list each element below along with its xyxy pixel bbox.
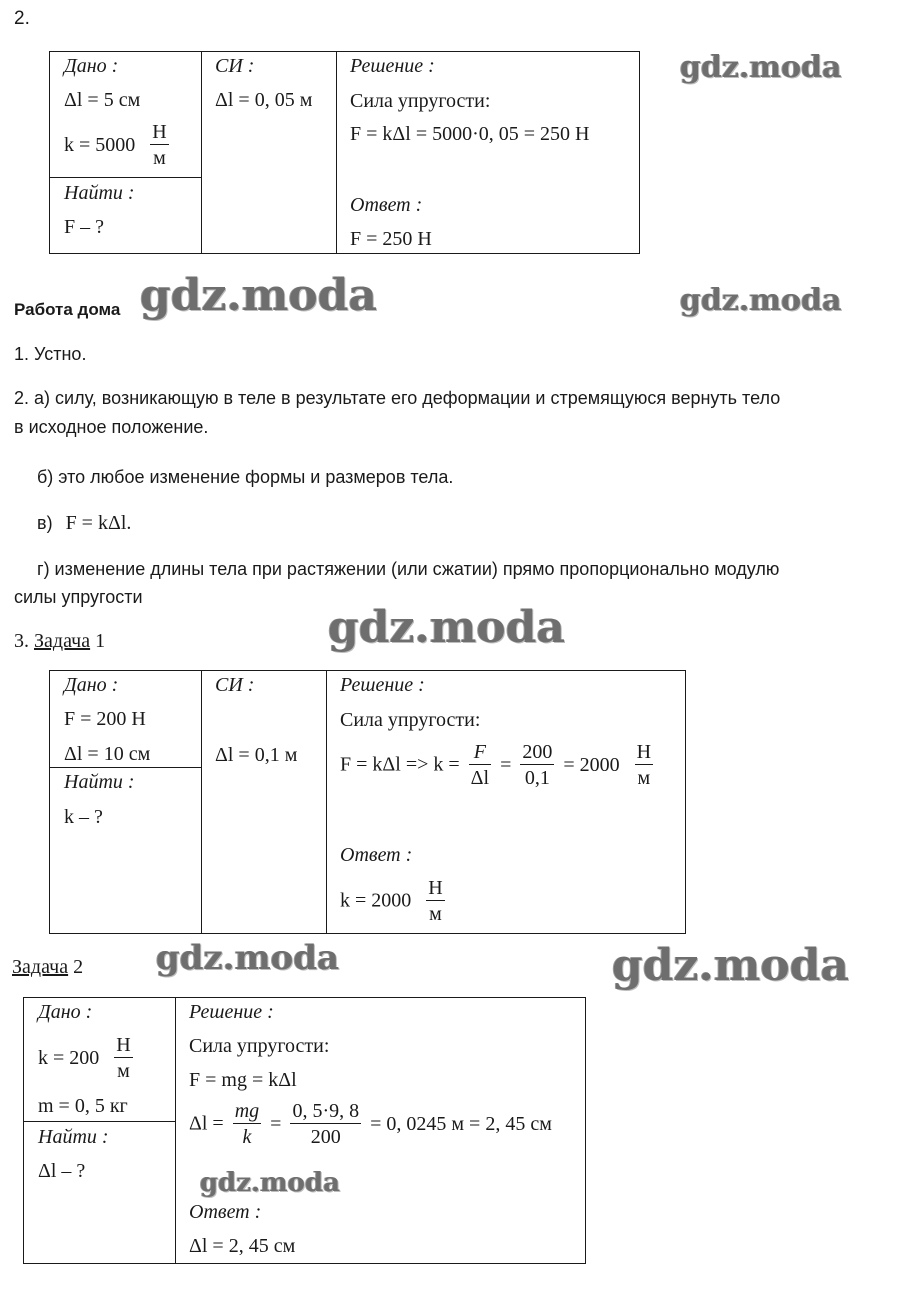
table-divider (336, 51, 337, 254)
watermark: gdz.moda (612, 940, 850, 991)
given-label: Дано : (38, 1001, 93, 1023)
homework-item: силы упругости (14, 587, 143, 607)
unit-denominator: м (637, 767, 651, 789)
task-heading (12, 956, 83, 979)
homework-item: в исходное положение. (14, 417, 209, 437)
given-k-value: k = 5000 (64, 133, 136, 156)
item-marker: в) (37, 513, 53, 533)
given-mass: m = 0, 5 кг (38, 1095, 128, 1117)
watermark: gdz.moda (680, 50, 842, 85)
given-label: Дано : (64, 55, 119, 77)
fraction (233, 1101, 261, 1147)
solution-line: Сила упругости: (189, 1035, 330, 1057)
find-value: k – ? (64, 806, 103, 828)
watermark: gdz.moda (328, 602, 566, 653)
unit-fraction (150, 122, 168, 168)
task-title: Задача (12, 956, 69, 978)
fraction-denominator: 0,1 (524, 767, 550, 789)
fraction-denominator: k (242, 1126, 252, 1148)
fraction-numerator: 200 (522, 741, 553, 763)
solution-equation (340, 742, 653, 788)
unit-fraction (635, 742, 653, 788)
task-heading (14, 630, 105, 653)
solution-label: Решение : (350, 55, 435, 77)
watermark: gdz.moda (156, 938, 340, 978)
answer-text: k = 2000 (340, 889, 412, 912)
given-k-value: k = 200 (38, 1046, 100, 1069)
unit-fraction (426, 878, 444, 924)
solution-formula: F = kΔl = 5000·0, 05 = 250 Н (350, 123, 590, 145)
si-label: СИ : (215, 55, 255, 77)
table-divider (201, 51, 202, 254)
answer-value (340, 878, 445, 924)
equation-result: = 2000 (563, 753, 620, 776)
fraction (520, 742, 554, 788)
find-label: Найти : (64, 771, 135, 793)
given-delta-l: Δl = 10 см (64, 743, 151, 765)
solution-formula: F = mg = kΔl (189, 1069, 297, 1091)
answer-label: Ответ : (340, 844, 413, 866)
unit-numerator: Н (636, 741, 652, 763)
si-value: Δl = 0,1 м (215, 744, 298, 766)
unit-numerator: Н (428, 877, 443, 899)
fraction (469, 742, 491, 788)
fraction-denominator: 200 (310, 1126, 341, 1148)
find-value: Δl – ? (38, 1160, 86, 1182)
equation-left: Δl = (189, 1112, 224, 1135)
table-divider (23, 1121, 176, 1122)
table-divider (201, 670, 202, 934)
formula: F = kΔl. (65, 512, 132, 534)
watermark: gdz.moda (200, 1168, 341, 1198)
task-number: 2 (73, 956, 84, 978)
homework-item: 2. а) силу, возникающую в теле в результате его деформации и стремящуюся вернуть тело (14, 388, 781, 408)
fraction-denominator: Δl (470, 767, 490, 789)
unit-denominator: м (117, 1060, 130, 1082)
given-k (38, 1035, 133, 1081)
homework-item: б) это любое изменение формы и размеров тела. (37, 467, 454, 487)
solution-line: Сила упругости: (340, 709, 481, 731)
solution-line: Сила упругости: (350, 90, 491, 112)
watermark: gdz.moda (140, 270, 378, 321)
section-title: Работа дома (14, 300, 121, 319)
answer-value: F = 250 Н (350, 228, 432, 250)
homework-item: 1. Устно. (14, 344, 87, 364)
fraction (290, 1101, 361, 1147)
find-value: F – ? (64, 216, 104, 238)
fraction-numerator: mg (234, 1100, 260, 1122)
si-value: Δl = 0, 05 м (215, 89, 313, 111)
answer-label: Ответ : (350, 194, 423, 216)
unit-numerator: Н (152, 121, 167, 143)
unit-denominator: м (429, 903, 442, 925)
task-number: 1 (95, 630, 106, 652)
given-k (64, 122, 169, 168)
problem-number: 2. (14, 8, 30, 29)
equation-result: = 0, 0245 м = 2, 45 см (370, 1112, 552, 1135)
unit-numerator: Н (116, 1034, 131, 1056)
given-force: F = 200 Н (64, 708, 146, 730)
fraction-numerator: F (469, 742, 491, 765)
solution-label: Решение : (340, 674, 425, 696)
equals-sign: = (270, 1112, 282, 1135)
solution-label: Решение : (189, 1001, 274, 1023)
find-label: Найти : (38, 1126, 109, 1148)
equals-sign: = (500, 753, 512, 776)
unit-fraction (114, 1035, 132, 1081)
task-prefix: 3. (14, 630, 29, 652)
equation-left: F = kΔl => k = (340, 753, 460, 776)
unit-denominator: м (153, 147, 166, 169)
solution-equation (189, 1101, 552, 1147)
find-label: Найти : (64, 182, 135, 204)
table-divider (175, 997, 176, 1264)
task-title: Задача (34, 630, 91, 652)
fraction-numerator: 0, 5·9, 8 (292, 1100, 360, 1122)
answer-label: Ответ : (189, 1201, 262, 1223)
table-divider (326, 670, 327, 934)
table-divider (49, 767, 202, 768)
table-divider (49, 177, 202, 178)
si-label: СИ : (215, 674, 255, 696)
given-delta-l: Δl = 5 см (64, 89, 141, 111)
homework-item: г) изменение длины тела при растяжении (или сжатии) прямо пропорционально модулю (37, 559, 780, 579)
watermark: gdz.moda (680, 283, 842, 318)
homework-item (37, 512, 131, 535)
answer-value: Δl = 2, 45 см (189, 1235, 296, 1257)
given-label: Дано : (64, 674, 119, 696)
